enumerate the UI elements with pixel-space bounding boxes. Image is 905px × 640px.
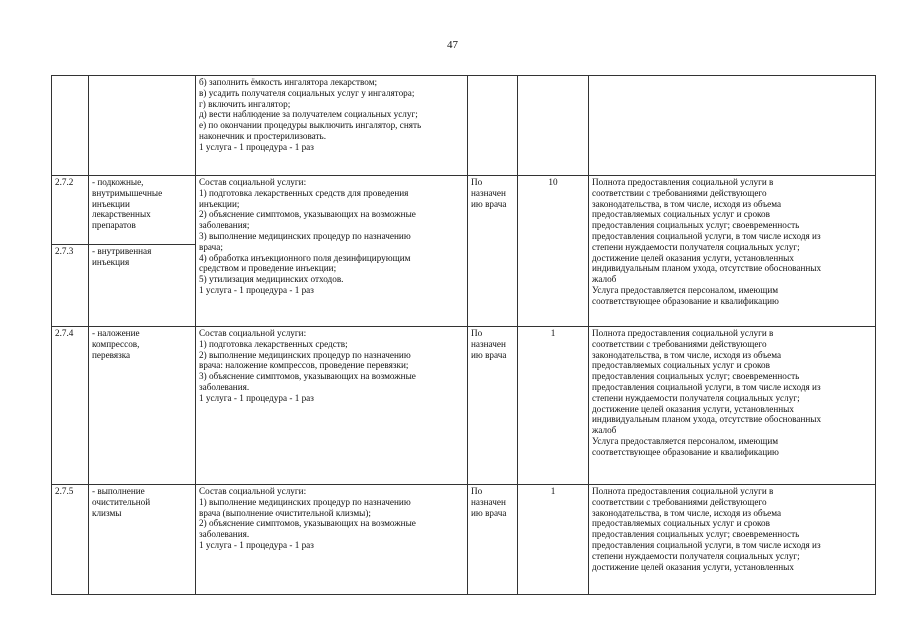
quality-line: соответствии с требованиями действующего: [592, 338, 767, 349]
service-quality: [589, 327, 876, 485]
quality-line: степени нуждаемости получателя социальных услуг;: [592, 241, 800, 252]
service-name: [89, 485, 196, 595]
quality-line: достижение целей оказания услуги, установленных: [592, 403, 794, 414]
content-line: б) заполнить ёмкость ингалятора лекарством;: [199, 77, 378, 87]
quality-line: жалоб: [592, 274, 617, 285]
content-line: 2) объяснение симптомов, указывающих на возможные: [199, 518, 416, 529]
content-line: е) по окончании процедуры выключить ингалятор, снять: [199, 120, 422, 131]
service-name-line: инъекции: [92, 198, 130, 209]
service-name-line: - выполнение: [92, 486, 145, 496]
quality-line: предоставления социальных услуг; своевременность: [592, 371, 800, 382]
quality-line: предоставления социальных услуг; своевременность: [592, 220, 800, 231]
quality-line: Услуга предоставляется персоналом, имеющим: [592, 284, 779, 295]
content-line: инъекции;: [199, 198, 240, 209]
content-line: заболевания;: [199, 220, 250, 231]
quality-line: законодательства, в том числе, исходя из объема: [592, 198, 782, 209]
service-name-line: - подкожные,: [92, 177, 144, 187]
quality-line: степени нуждаемости получателя социальных услуг;: [592, 550, 800, 561]
table-row: [52, 327, 876, 485]
term-line: назначен: [471, 187, 506, 198]
content-line: врача;: [199, 241, 223, 252]
service-term: [468, 485, 518, 595]
service-name-line: клизмы: [92, 507, 122, 518]
term-line: ию врача: [471, 349, 507, 360]
quality-line: предоставляемых социальных услуг и сроков: [592, 209, 770, 220]
quality-line: предоставления социальных услуг; своевременность: [592, 529, 800, 540]
content-line: 1 услуга - 1 процедура - 1 раз: [199, 392, 314, 403]
table-row: [52, 176, 876, 245]
content-line: 1 услуга - 1 процедура - 1 раз: [199, 284, 314, 295]
quality-cell: [589, 76, 876, 176]
service-name-line: лекарственных: [92, 209, 151, 220]
service-quality: [589, 176, 876, 327]
content-line: 2) выполнение медицинских процедур по назначению: [199, 349, 411, 360]
quality-line: предоставляемых социальных услуг и сроков: [592, 360, 770, 371]
service-content: [196, 176, 468, 327]
service-name-line: перевязка: [92, 349, 131, 360]
content-line: 1 услуга - 1 процедура - 1 раз: [199, 539, 314, 550]
quality-line: индивидуальным планом ухода, отсутствие обоснованных: [592, 414, 822, 425]
service-name-line: очистительной: [92, 496, 151, 507]
term-line: назначен: [471, 496, 506, 507]
content-line: 1) выполнение медицинских процедур по назначению: [199, 496, 411, 507]
page-number: 47: [447, 39, 458, 51]
content-line: 1) подготовка лекарственных средств для проведения: [199, 187, 409, 198]
content-line: 5) утилизация медицинских отходов.: [199, 274, 344, 285]
term-cell: [468, 76, 518, 176]
quality-line: достижение целей оказания услуги, установленных: [592, 561, 794, 572]
quality-line: достижение целей оказания услуги, установленных: [592, 252, 794, 263]
quality-line: законодательства, в том числе, исходя из объема: [592, 349, 782, 360]
service-name-line: препаратов: [92, 220, 136, 231]
quality-line: соответствующее образование и квалификацию: [592, 295, 779, 306]
quality-line: Полнота предоставления социальной услуги в: [592, 328, 774, 338]
term-line: По: [471, 177, 483, 187]
quality-line: законодательства, в том числе, исходя из объема: [592, 507, 782, 518]
num-cell: [52, 76, 89, 176]
service-number: 2.7.3: [52, 245, 89, 327]
quality-line: предоставления социальной услуги, в том числе исходя из: [592, 381, 821, 392]
service-name: [89, 176, 196, 245]
content-line: 2) объяснение симптомов, указывающих на возможные: [199, 209, 416, 220]
content-line: врача (выполнение очистительной клизмы);: [199, 507, 371, 518]
service-count: 10: [518, 176, 589, 327]
services-table: [51, 75, 876, 595]
count-cell: [518, 76, 589, 176]
service-name-line: - наложение: [92, 328, 140, 338]
content-line: Состав социальной услуги:: [199, 486, 307, 496]
quality-line: соответствующее образование и квалификацию: [592, 446, 779, 457]
quality-line: индивидуальным планом ухода, отсутствие обоснованных: [592, 263, 822, 274]
content-line: д) вести наблюдение за получателем социальных услуг;: [199, 109, 418, 120]
service-number: 2.7.4: [52, 327, 89, 485]
content-line: наконечник и простерилизовать.: [199, 130, 327, 141]
service-content: [196, 327, 468, 485]
service-name: [89, 245, 196, 327]
content-line: заболевания.: [199, 381, 250, 392]
service-quality: [589, 485, 876, 595]
term-line: ию врача: [471, 507, 507, 518]
content-cell: [196, 76, 468, 176]
service-term: [468, 327, 518, 485]
service-name-line: - внутривенная: [92, 246, 152, 256]
content-line: 1) подготовка лекарственных средств;: [199, 338, 348, 349]
quality-line: соответствии с требованиями действующего: [592, 187, 767, 198]
quality-line: степени нуждаемости получателя социальных услуг;: [592, 392, 800, 403]
content-line: г) включить ингалятор;: [199, 98, 291, 109]
quality-line: предоставления социальной услуги, в том числе исходя из: [592, 230, 821, 241]
service-name-line: компрессов,: [92, 338, 140, 349]
quality-line: предоставляемых социальных услуг и сроков: [592, 518, 770, 529]
quality-line: предоставления социальной услуги, в том числе исходя из: [592, 539, 821, 550]
service-number: 2.7.2: [52, 176, 89, 245]
content-line: врача: наложение компрессов, проведение перевязки;: [199, 360, 409, 371]
service-name-line: внутримышечные: [92, 187, 163, 198]
table-row: [52, 485, 876, 595]
service-count: 1: [518, 485, 589, 595]
table-row: [52, 76, 876, 176]
term-line: По: [471, 486, 483, 496]
service-name-line: инъекция: [92, 256, 130, 267]
service-name: [89, 327, 196, 485]
quality-line: жалоб: [592, 425, 617, 436]
content-line: Состав социальной услуги:: [199, 177, 307, 187]
quality-line: Полнота предоставления социальной услуги в: [592, 486, 774, 496]
content-line: в) усадить получателя социальных услуг у ингалятора;: [199, 87, 415, 98]
term-line: назначен: [471, 338, 506, 349]
service-count: 1: [518, 327, 589, 485]
content-line: средством и проведение инъекции;: [199, 263, 337, 274]
quality-line: Услуга предоставляется персоналом, имеющим: [592, 435, 779, 446]
service-term: [468, 176, 518, 327]
content-line: 3) выполнение медицинских процедур по назначению: [199, 230, 411, 241]
content-line: Состав социальной услуги:: [199, 328, 307, 338]
term-line: ию врача: [471, 198, 507, 209]
service-number: 2.7.5: [52, 485, 89, 595]
content-line: 4) обработка инъекционного поля дезинфицирующим: [199, 252, 411, 263]
content-line: 1 услуга - 1 процедура - 1 раз: [199, 141, 314, 152]
quality-line: соответствии с требованиями действующего: [592, 496, 767, 507]
quality-line: Полнота предоставления социальной услуги в: [592, 177, 774, 187]
term-line: По: [471, 328, 483, 338]
name-cell: [89, 76, 196, 176]
service-content: [196, 485, 468, 595]
content-line: 3) объяснение симптомов, указывающих на возможные: [199, 371, 416, 382]
content-line: заболевания.: [199, 529, 250, 540]
